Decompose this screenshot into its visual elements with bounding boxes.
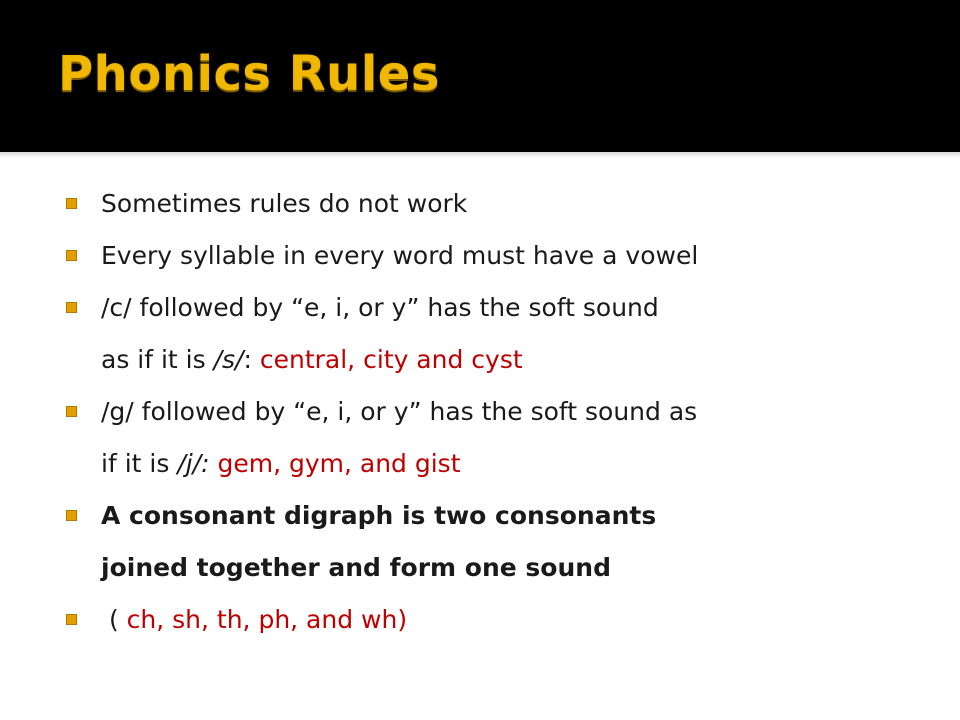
phoneme-label: /j/: bbox=[177, 449, 210, 478]
bullet-item bbox=[66, 386, 926, 490]
separator-text: : bbox=[243, 345, 260, 374]
bullet-text-continuation bbox=[101, 438, 926, 490]
bullet-item bbox=[66, 594, 926, 646]
bullet-item bbox=[66, 178, 926, 230]
bullet-text: /g/ followed by “e, i, or y” has the soft sound as bbox=[101, 397, 698, 426]
title-divider bbox=[0, 152, 960, 158]
example-words: gem, gym, and gist bbox=[217, 449, 461, 478]
square-bullet-icon bbox=[66, 198, 77, 209]
bullet-item bbox=[66, 230, 926, 282]
square-bullet-icon bbox=[66, 614, 77, 625]
square-bullet-icon bbox=[66, 302, 77, 313]
example-words: central, city and cyst bbox=[259, 345, 523, 374]
slide-title: Phonics Rules bbox=[58, 46, 440, 102]
phoneme-label: /s/ bbox=[213, 345, 244, 374]
bullet-list bbox=[66, 178, 926, 646]
bullet-text: Sometimes rules do not work bbox=[101, 189, 468, 218]
square-bullet-icon bbox=[66, 510, 77, 521]
square-bullet-icon bbox=[66, 406, 77, 417]
bullet-text: ( bbox=[101, 605, 127, 634]
bullet-text-continuation: joined together and form one sound bbox=[101, 553, 611, 582]
square-bullet-icon bbox=[66, 250, 77, 261]
example-words: ch, sh, th, ph, and wh) bbox=[126, 605, 408, 634]
bullet-text: /c/ followed by “e, i, or y” has the soft sound bbox=[101, 293, 659, 322]
bullet-text: Every syllable in every word must have a vowel bbox=[101, 241, 699, 270]
bullet-text: as if it is bbox=[101, 345, 214, 374]
bullet-text-continuation bbox=[101, 334, 926, 386]
bullet-text: A consonant digraph is two consonants bbox=[101, 501, 657, 530]
bullet-item bbox=[66, 490, 926, 594]
bullet-text: if it is bbox=[101, 449, 178, 478]
bullet-item bbox=[66, 282, 926, 386]
